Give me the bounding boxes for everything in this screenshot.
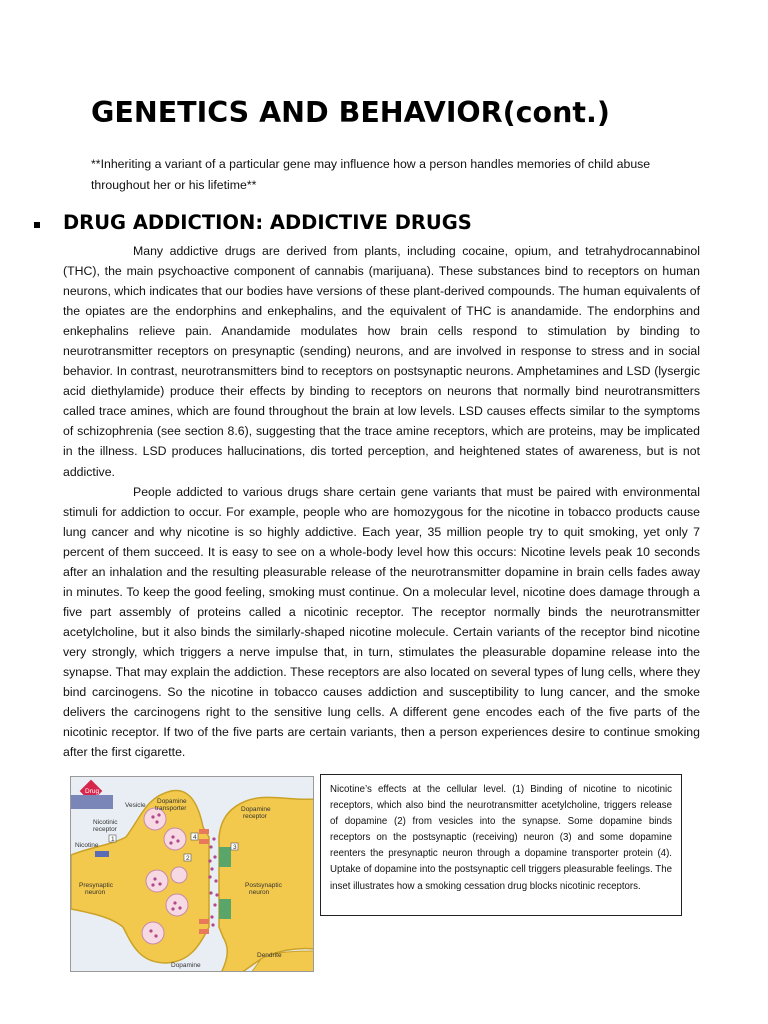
drug-inset xyxy=(71,795,113,809)
label-postsynaptic-1: Postsynaptic xyxy=(245,882,282,889)
dopamine-receptor xyxy=(219,847,231,867)
badge-4: 4 xyxy=(193,834,197,841)
nicotinic-receptor xyxy=(95,851,109,857)
label-dopamine-receptor-2: receptor xyxy=(243,813,267,820)
synapse-diagram xyxy=(71,777,314,972)
label-presynaptic-1: Presynaptic xyxy=(79,882,113,889)
badge-2: 2 xyxy=(186,855,190,862)
dopamine-transporter xyxy=(199,829,209,834)
dopamine-transporter xyxy=(199,929,209,934)
label-dopamine: Dopamine xyxy=(171,962,201,969)
section-bullet-icon xyxy=(34,222,40,228)
badge-3: 3 xyxy=(233,844,237,851)
section-heading: DRUG ADDICTION: ADDICTIVE DRUGS xyxy=(63,211,472,234)
label-dendrite: Dendrite xyxy=(257,952,282,959)
label-postsynaptic-2: neuron xyxy=(249,889,270,896)
badge-1: 1 xyxy=(111,836,115,843)
vesicle xyxy=(146,870,168,892)
dopamine-transporter xyxy=(199,839,209,844)
dopamine-receptor xyxy=(219,899,231,919)
vesicle xyxy=(164,828,186,850)
presynaptic-neuron xyxy=(71,790,209,963)
paragraph-1: Many addictive drugs are derived from plants, including cocaine, opium, and tetrahydrocannabinol (THC), the main psychoactive component of cannabis (marijuana). These substances bind to receptors on human neurons, which indicates that our bodies have versions of these plant-derived compounds. The human equivalents of the opiates are the endorphins and enkephalins, and the equivalent of THC is anandamide. The endorphins and enkephalins relieve pain. Anandamide modulates how brain cells respond to stimulation by binding to neurotransmitter receptors on presynaptic (sending) neurons, and are involved in response to stress and in social behavior. In contrast, neurotransmitters bind to receptors on postsynaptic neurons. Amphetamines and LSD (lysergic acid diethylamide) produce their effects by binding to receptors on neurons that normally bind neurotransmitters called trace amines, which are found throughout the brain at low levels. LSD causes effects similar to the symptoms of schizophrenia (see section 8.6), suggesting that the trace amine receptors, which are proteins, may be implicated in the illness. LSD produces hallucinations, dis torted perception, and heightened states of awareness, but is not addictive. xyxy=(63,244,700,479)
label-nicotine: Nicotine xyxy=(75,842,99,849)
figure-caption: Nicotine’s effects at the cellular level. (1) Binding of nicotine to nicotinic receptors, which also bind the neurotransmitter acetylcholine, triggers release of dopamine (2) from vesicles into the synapse. Some dopamine binds receptors on the postsynaptic (receiving) neuron (3) and some dopamine reenters the presynaptic neuron through a dopamine transporter protein (4). Uptake of dopamine into the postsynaptic cell triggers pleasurable feelings. The inset illustrates how a smoking cessation drug blocks nicotinic receptors. xyxy=(320,774,682,916)
page-title: GENETICS AND BEHAVIOR(cont.) xyxy=(91,96,610,129)
dopamine-transporter xyxy=(199,919,209,924)
label-dopamine-transporter-2: transporter xyxy=(155,805,187,812)
synapse-figure xyxy=(70,776,314,972)
label-dopamine-receptor-1: Dopamine xyxy=(241,806,271,813)
vesicle xyxy=(142,922,164,944)
vesicle xyxy=(166,894,188,916)
label-dopamine-transporter-1: Dopamine xyxy=(157,798,187,805)
label-drug: Drug xyxy=(85,788,100,795)
label-vesicle: Vesicle xyxy=(125,802,146,809)
section-body xyxy=(63,241,700,762)
vesicle xyxy=(171,867,187,883)
subtitle-note: **Inheriting a variant of a particular gene may influence how a person handles memories of child abuse throughout her or his lifetime** xyxy=(91,157,651,192)
label-presynaptic-2: neuron xyxy=(85,889,106,896)
paragraph-2: People addicted to various drugs share certain gene variants that must be paired with environmental stimuli for addiction to occur. For example, people who are homozygous for the nicotine in tobacco products cause lung cancer and why nicotine is so highly addictive. Each year, 35 million people try to quit smoking, yet only 7 percent of them succeed. It is easy to see on a whole-body level how this occurs: Nicotine levels peak 10 seconds after an inhalation and the resulting pleasurable release of the neurotransmitter dopamine in brain cells fades away in minutes. To keep the good feeling, smoking must continue. On a molecular level, nicotine does damage through a five part assembly of proteins called a nicotinic receptor. The receptor normally binds the neurotransmitter acetylcholine, but it also binds the similarly-shaped nicotine molecule. Certain variants of the receptor bind nicotine very strongly, which triggers a nerve impulse that, in turn, stimulates the pleasurable dopamine release into the synapse. That may explain the addiction. These receptors are also located on several types of lung cells, where they bind carcinogens. So the nicotine in tobacco causes addiction and susceptibility to lung cancer, and the smoke delivers the carcinogens right to the sensitive lung cells. A different gene encodes each of the five parts of the nicotinic receptor. If two of the five parts are certain variants, then a person experiences desire to continue smoking after the first cigarette. xyxy=(63,484,700,760)
label-nicotinic-receptor-2: receptor xyxy=(93,826,117,833)
label-nicotinic-receptor-1: Nicotinic xyxy=(93,819,118,826)
